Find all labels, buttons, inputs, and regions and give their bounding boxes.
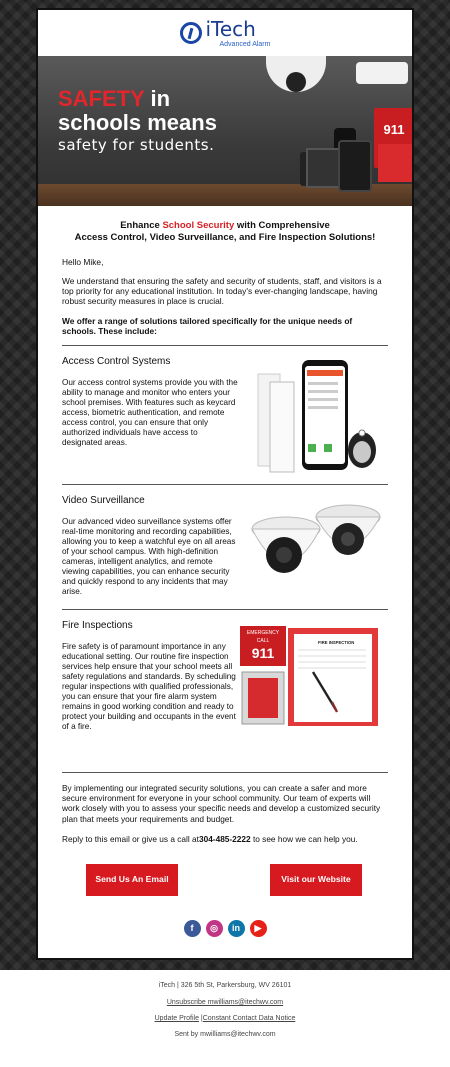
intro-paragraph: We understand that ensuring the safety and security of students, staff, and visitors is a top priority for any educational institution. In today's ever-changing landscape, having robust security measures in place is crucial. xyxy=(62,275,382,307)
clipboard-title: FIRE INSPECTION xyxy=(318,640,355,646)
panel-911-label: 911 xyxy=(251,645,275,662)
update-profile-link[interactable]: Update Profile xyxy=(154,1015,199,1022)
fire-pull-station-icon xyxy=(378,144,412,182)
unsubscribe-link[interactable]: Unsubscribe mwilliams@itechwv.com xyxy=(166,999,284,1006)
hero-banner[interactable] xyxy=(38,56,412,206)
footer xyxy=(0,970,450,1038)
section-body: Our advanced video surveillance systems offer real-time monitoring and recording capabilities, allowing you to keep a watchful eye on all areas of your school campus. With high-definition cameras, intelligent analytics, and remote viewing capabilities, you can enhance security and quickly respond to any incidents that may arise. xyxy=(62,517,236,597)
send-email-button[interactable]: Send Us An Email xyxy=(86,864,178,896)
intro-offer: We offer a range of solutions tailored specifically for the unique needs of schools. These include: xyxy=(62,315,353,336)
email-card xyxy=(36,8,414,960)
cc-data-notice-link[interactable]: Constant Contact Data Notice xyxy=(202,1015,296,1022)
youtube-icon[interactable]: ▶ xyxy=(250,920,267,937)
section-access-control xyxy=(38,346,412,484)
access-controller-icon xyxy=(356,62,408,84)
section-video-surveillance xyxy=(38,485,412,609)
logo-subtitle: Advanced Alarm xyxy=(219,40,271,48)
fire-inspection-image xyxy=(238,620,388,762)
linkedin-icon[interactable]: in xyxy=(228,920,245,937)
call-label: CALL xyxy=(256,638,270,645)
itech-logo[interactable] xyxy=(38,10,412,56)
phone-number[interactable]: 304-485-2222 xyxy=(198,833,251,844)
section-title: Video Surveillance xyxy=(62,495,145,507)
facebook-icon[interactable]: f xyxy=(184,920,201,937)
sent-by: Sent by mwilliams@itechwv.com xyxy=(174,1031,276,1039)
emergency-label: EMERGENCY xyxy=(246,630,280,637)
section-title: Access Control Systems xyxy=(62,356,171,368)
phone-icon xyxy=(338,140,372,192)
footer-separator: | xyxy=(198,1015,203,1022)
access-control-image xyxy=(238,356,388,474)
hero-line-1: SAFETY in xyxy=(58,86,171,111)
emergency-911-icon: 911 xyxy=(374,108,412,168)
itech-logo-icon xyxy=(180,22,202,44)
hero-line-2: schools means xyxy=(58,110,217,135)
section-body: Our access control systems provide you with the ability to manage and monitor who enters your school premises. With features such as keycard access, biometric authentication, and remote access control, you can ensure that only authorized individuals have access to designated areas. xyxy=(62,378,238,448)
video-surveillance-image xyxy=(238,495,388,599)
section-title: Fire Inspections xyxy=(62,620,133,632)
visit-website-button[interactable]: Visit our Website xyxy=(270,864,362,896)
section-fire-inspections xyxy=(38,610,412,772)
logo-name: iTech xyxy=(205,16,256,41)
social-links xyxy=(38,920,412,937)
outro-paragraph: By implementing our integrated security solutions, you can create a safer and more secure environment for everyone in your school community. Our team of experts will work closely with you to assess your specific needs and develop a customized security plan that meets your requirements and budget. xyxy=(62,783,381,824)
hero-line-3: safety for students. xyxy=(58,136,215,154)
call-to-action: Reply to this email or give us a call at304-485-2222 to see how we can help you. xyxy=(62,833,358,844)
headline: Enhance School Security with Comprehensive Access Control, Video Surveillance, and Fire Inspection Solutions! xyxy=(74,220,376,244)
instagram-icon[interactable]: ◎ xyxy=(206,920,223,937)
footer-address: iTech | 326 5th St, Parkersburg, WV 26101 xyxy=(158,982,292,989)
greeting: Hello Mike, xyxy=(62,256,104,267)
section-body: Fire safety is of paramount importance in any educational setting. Our routine fire inspection services help ensure that your school meets all safety regulations and standards. By scheduling regular inspections with qualified professionals, you can ensure that your fire alarm system remains in good working condition and ready to protect your building and occupants in the event of a fire. xyxy=(62,642,236,732)
